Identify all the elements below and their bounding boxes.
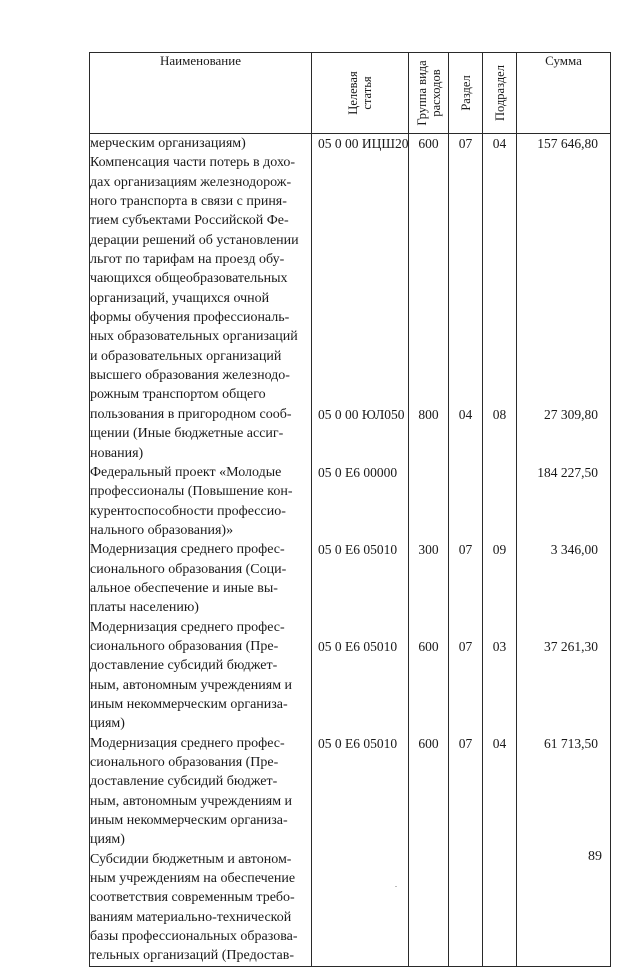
section-value bbox=[449, 656, 482, 675]
expense-group-value bbox=[409, 714, 448, 733]
expense-group-value bbox=[409, 153, 448, 172]
name-line: тием субъектами Российской Фе- bbox=[90, 213, 289, 229]
target-article-value bbox=[315, 308, 408, 327]
subsection-value bbox=[483, 366, 516, 385]
name-column bbox=[90, 134, 312, 967]
target-article-value: 05 0 Е6 05010 bbox=[318, 542, 398, 558]
name-line: альное обеспечение и иные вы- bbox=[90, 580, 278, 596]
expense-group-value bbox=[409, 211, 448, 230]
expense-group-value bbox=[409, 289, 448, 308]
expense-group-value bbox=[409, 502, 448, 521]
name-line: ным учреждениям на обеспечение bbox=[90, 871, 296, 887]
subsection-value: 04 bbox=[492, 136, 507, 151]
sum-value: 184 227,50 bbox=[537, 464, 598, 480]
name-line: высшего образования железнодо- bbox=[90, 368, 290, 384]
subsection-value bbox=[483, 618, 516, 637]
sum-value bbox=[517, 521, 604, 540]
sum-value bbox=[517, 250, 604, 269]
subsection-value bbox=[483, 482, 516, 501]
target-article-value bbox=[315, 231, 408, 250]
section-value bbox=[449, 192, 482, 211]
sum-value bbox=[517, 327, 604, 346]
sum-value bbox=[517, 269, 604, 288]
target-article-value bbox=[315, 598, 408, 617]
section-value bbox=[449, 211, 482, 230]
target-article-value bbox=[315, 579, 408, 598]
section-value bbox=[449, 598, 482, 617]
header-code-line: Целевая bbox=[346, 71, 360, 115]
sum-value bbox=[517, 502, 604, 521]
subsection-value bbox=[483, 308, 516, 327]
sum-value bbox=[517, 231, 604, 250]
section-value bbox=[449, 385, 482, 404]
subsection-value bbox=[483, 347, 516, 366]
expense-group-column bbox=[409, 134, 449, 967]
section-value: 07 bbox=[458, 542, 473, 558]
expense-group-value bbox=[409, 308, 448, 327]
target-article-value bbox=[315, 444, 408, 463]
sum-value bbox=[517, 714, 604, 733]
subsection-value: 09 bbox=[492, 542, 507, 558]
target-article-value: 05 0 00 ЮЛ050 bbox=[318, 406, 405, 422]
subsection-column bbox=[483, 134, 517, 967]
name-line: Компенсация части потерь в дохо- bbox=[90, 155, 296, 171]
name-line: рожным транспортом общего bbox=[90, 387, 266, 403]
name-line: иным некоммерческим организа- bbox=[90, 813, 288, 829]
sum-value bbox=[517, 656, 604, 675]
name-line: пользования в пригородном сооб- bbox=[90, 406, 292, 422]
name-line: платы населению) bbox=[90, 600, 199, 616]
target-article-value bbox=[315, 153, 408, 172]
section-value bbox=[449, 250, 482, 269]
sum-value: 61 713,50 bbox=[544, 735, 598, 751]
subsection-value: 08 bbox=[492, 406, 507, 422]
subsection-value bbox=[483, 269, 516, 288]
target-article-value bbox=[315, 482, 408, 501]
expense-group-value bbox=[409, 618, 448, 637]
expense-group-value bbox=[409, 173, 448, 192]
subsection-value bbox=[483, 424, 516, 443]
expense-group-value bbox=[409, 579, 448, 598]
header-group-line: расходов bbox=[428, 69, 443, 117]
name-line: доставление субсидий бюджет- bbox=[90, 774, 278, 790]
sum-value bbox=[517, 598, 604, 617]
expense-group-value bbox=[409, 521, 448, 540]
name-line: и образовательных организаций bbox=[90, 348, 282, 364]
expense-group-value bbox=[409, 250, 448, 269]
section-value bbox=[449, 424, 482, 443]
target-article-value bbox=[315, 211, 408, 230]
section-value bbox=[449, 308, 482, 327]
section-value bbox=[449, 231, 482, 250]
section-value bbox=[449, 327, 482, 346]
sum-value: 157 646,80 bbox=[537, 136, 598, 151]
subsection-value bbox=[483, 444, 516, 463]
name-line: соответствия современным требо- bbox=[90, 890, 295, 906]
sum-value bbox=[517, 366, 604, 385]
subsection-value bbox=[483, 521, 516, 540]
budget-table bbox=[89, 52, 611, 967]
target-article-value bbox=[315, 327, 408, 346]
name-line: нального образования)» bbox=[90, 522, 234, 538]
sum-column bbox=[517, 134, 611, 967]
name-line: тельных организаций (Предостав- bbox=[90, 948, 295, 964]
name-line: дах организациям железнодорож- bbox=[90, 174, 292, 190]
subsection-value bbox=[483, 173, 516, 192]
target-article-value: 05 0 Е6 05010 bbox=[318, 638, 398, 654]
section-value bbox=[449, 482, 482, 501]
name-line: ным, автономным учреждениям и bbox=[90, 793, 293, 809]
section-value bbox=[449, 676, 482, 695]
sum-value: 37 261,30 bbox=[544, 638, 598, 654]
subsection-value bbox=[483, 560, 516, 579]
subsection-value bbox=[483, 327, 516, 346]
section-value: 04 bbox=[458, 406, 473, 422]
target-article-value: 05 0 00 ИЦШ20 bbox=[318, 136, 409, 151]
code-column bbox=[312, 134, 409, 967]
section-column bbox=[449, 134, 483, 967]
subsection-value bbox=[483, 231, 516, 250]
header-subsection bbox=[483, 53, 517, 134]
expense-group-value bbox=[409, 347, 448, 366]
subsection-value bbox=[483, 250, 516, 269]
subsection-value bbox=[483, 502, 516, 521]
sum-value bbox=[517, 560, 604, 579]
subsection-value bbox=[483, 192, 516, 211]
section-value bbox=[449, 269, 482, 288]
scan-artifact bbox=[395, 886, 397, 887]
section-value bbox=[449, 579, 482, 598]
target-article-value bbox=[315, 289, 408, 308]
sum-value bbox=[517, 482, 604, 501]
header-subsection-label: Подраздел bbox=[492, 65, 507, 121]
section-value bbox=[449, 695, 482, 714]
name-line: доставление субсидий бюджет- bbox=[90, 658, 278, 674]
sum-value bbox=[517, 308, 604, 327]
subsection-value: 04 bbox=[492, 735, 507, 751]
name-line: Модернизация среднего профес- bbox=[90, 735, 285, 751]
name-line: циям) bbox=[90, 832, 125, 848]
header-section-label: Раздел bbox=[458, 75, 473, 111]
name-line: чающихся общеобразовательных bbox=[90, 271, 288, 287]
target-article-value bbox=[315, 714, 408, 733]
header-sum: Сумма bbox=[517, 53, 611, 134]
subsection-value bbox=[483, 598, 516, 617]
expense-group-value: 600 bbox=[418, 638, 439, 654]
header-section bbox=[449, 53, 483, 134]
section-value: 07 bbox=[458, 136, 473, 151]
page-number: 89 bbox=[588, 849, 602, 864]
sum-value bbox=[517, 424, 604, 443]
expense-group-value bbox=[409, 695, 448, 714]
expense-group-value bbox=[409, 656, 448, 675]
name-line: иным некоммерческим организа- bbox=[90, 696, 288, 712]
target-article-value bbox=[315, 695, 408, 714]
name-line: Субсидии бюджетным и автоном- bbox=[90, 851, 292, 867]
name-line: ным, автономным учреждениям и bbox=[90, 677, 293, 693]
subsection-value bbox=[483, 714, 516, 733]
section-value bbox=[449, 289, 482, 308]
sum-value bbox=[517, 579, 604, 598]
name-line: циям) bbox=[90, 716, 125, 732]
name-line: сионального образования (Пре- bbox=[90, 638, 279, 654]
section-value bbox=[449, 521, 482, 540]
name-line: сионального образования (Соци- bbox=[90, 561, 287, 577]
name-line: Модернизация среднего профес- bbox=[90, 542, 285, 558]
target-article-value bbox=[315, 173, 408, 192]
section-value bbox=[449, 444, 482, 463]
header-group-line: Группа вида bbox=[414, 60, 429, 126]
subsection-value bbox=[483, 289, 516, 308]
name-line: Федеральный проект «Молодые bbox=[90, 464, 282, 480]
target-article-value bbox=[315, 618, 408, 637]
subsection-value bbox=[483, 211, 516, 230]
expense-group-value bbox=[409, 385, 448, 404]
target-article-value bbox=[315, 521, 408, 540]
sum-value bbox=[517, 444, 604, 463]
header-code-line: статья bbox=[360, 76, 374, 110]
section-value bbox=[449, 618, 482, 637]
name-line: мерческим организациям) bbox=[90, 136, 246, 151]
expense-group-value bbox=[409, 598, 448, 617]
target-article-value: 05 0 Е6 05010 bbox=[318, 735, 398, 751]
section-value bbox=[449, 502, 482, 521]
sum-value bbox=[517, 676, 604, 695]
subsection-value bbox=[483, 463, 516, 482]
subsection-value bbox=[483, 385, 516, 404]
subsection-value: 03 bbox=[492, 638, 507, 654]
expense-group-value: 300 bbox=[418, 542, 439, 558]
subsection-value bbox=[483, 656, 516, 675]
sum-value bbox=[517, 385, 604, 404]
name-line: Модернизация среднего профес- bbox=[90, 619, 285, 635]
sum-value: 27 309,80 bbox=[544, 406, 598, 422]
name-line: профессионалы (Повышение кон- bbox=[90, 484, 293, 500]
sum-value bbox=[517, 289, 604, 308]
name-line: формы обучения профессиональ- bbox=[90, 310, 290, 326]
expense-group-value bbox=[409, 366, 448, 385]
section-value: 07 bbox=[458, 735, 473, 751]
expense-group-value bbox=[409, 327, 448, 346]
name-line: дерации решений об установлении bbox=[90, 232, 299, 248]
target-article-value bbox=[315, 250, 408, 269]
expense-group-value: 600 bbox=[418, 136, 439, 151]
target-article-value bbox=[315, 676, 408, 695]
expense-group-value: 800 bbox=[418, 406, 439, 422]
section-value bbox=[449, 714, 482, 733]
target-article-value bbox=[315, 347, 408, 366]
subsection-value bbox=[483, 153, 516, 172]
expense-group-value bbox=[409, 192, 448, 211]
header-name: Наименование bbox=[90, 53, 312, 134]
target-article-value bbox=[315, 560, 408, 579]
expense-group-value bbox=[409, 444, 448, 463]
subsection-value bbox=[483, 695, 516, 714]
name-line: базы профессиональных образова- bbox=[90, 929, 298, 945]
section-value bbox=[449, 560, 482, 579]
sum-value bbox=[517, 695, 604, 714]
target-article-value bbox=[315, 502, 408, 521]
expense-group-value bbox=[409, 463, 448, 482]
subsection-value bbox=[483, 676, 516, 695]
expense-group-value bbox=[409, 676, 448, 695]
section-value bbox=[449, 153, 482, 172]
target-article-value bbox=[315, 424, 408, 443]
name-line: щении (Иные бюджетные ассиг- bbox=[90, 426, 284, 442]
table-body-row bbox=[90, 134, 611, 967]
sum-value bbox=[517, 192, 604, 211]
target-article-value bbox=[315, 366, 408, 385]
subsection-value bbox=[483, 579, 516, 598]
name-line: нования) bbox=[90, 445, 144, 461]
target-article-value bbox=[315, 656, 408, 675]
expense-group-value bbox=[409, 482, 448, 501]
expense-group-value bbox=[409, 231, 448, 250]
name-line: льгот по тарифам на проезд обу- bbox=[90, 252, 285, 268]
expense-group-value bbox=[409, 269, 448, 288]
section-value: 07 bbox=[458, 638, 473, 654]
name-line: ваниям материально-технической bbox=[90, 909, 292, 925]
sum-value bbox=[517, 173, 604, 192]
header-expense-group bbox=[409, 53, 449, 134]
table-header-row bbox=[90, 53, 611, 134]
sum-value bbox=[517, 211, 604, 230]
sum-value: 3 346,00 bbox=[550, 542, 598, 558]
name-line: сионального образования (Пре- bbox=[90, 755, 279, 770]
name-line: организаций, учащихся очной bbox=[90, 290, 270, 306]
target-article-value bbox=[315, 192, 408, 211]
header-code bbox=[312, 53, 409, 134]
expense-group-value bbox=[409, 424, 448, 443]
sum-value bbox=[517, 153, 604, 172]
name-line: ного транспорта в связи с приня- bbox=[90, 194, 287, 210]
name-line: ных образовательных организаций bbox=[90, 329, 298, 345]
expense-group-value: 600 bbox=[418, 735, 439, 751]
section-value bbox=[449, 463, 482, 482]
sum-value bbox=[517, 347, 604, 366]
target-article-value: 05 0 Е6 00000 bbox=[318, 464, 398, 480]
section-value bbox=[449, 366, 482, 385]
expense-group-value bbox=[409, 560, 448, 579]
section-value bbox=[449, 173, 482, 192]
name-line: курентоспособности профессио- bbox=[90, 503, 286, 519]
sum-value bbox=[517, 618, 604, 637]
section-value bbox=[449, 347, 482, 366]
target-article-value bbox=[315, 269, 408, 288]
target-article-value bbox=[315, 385, 408, 404]
